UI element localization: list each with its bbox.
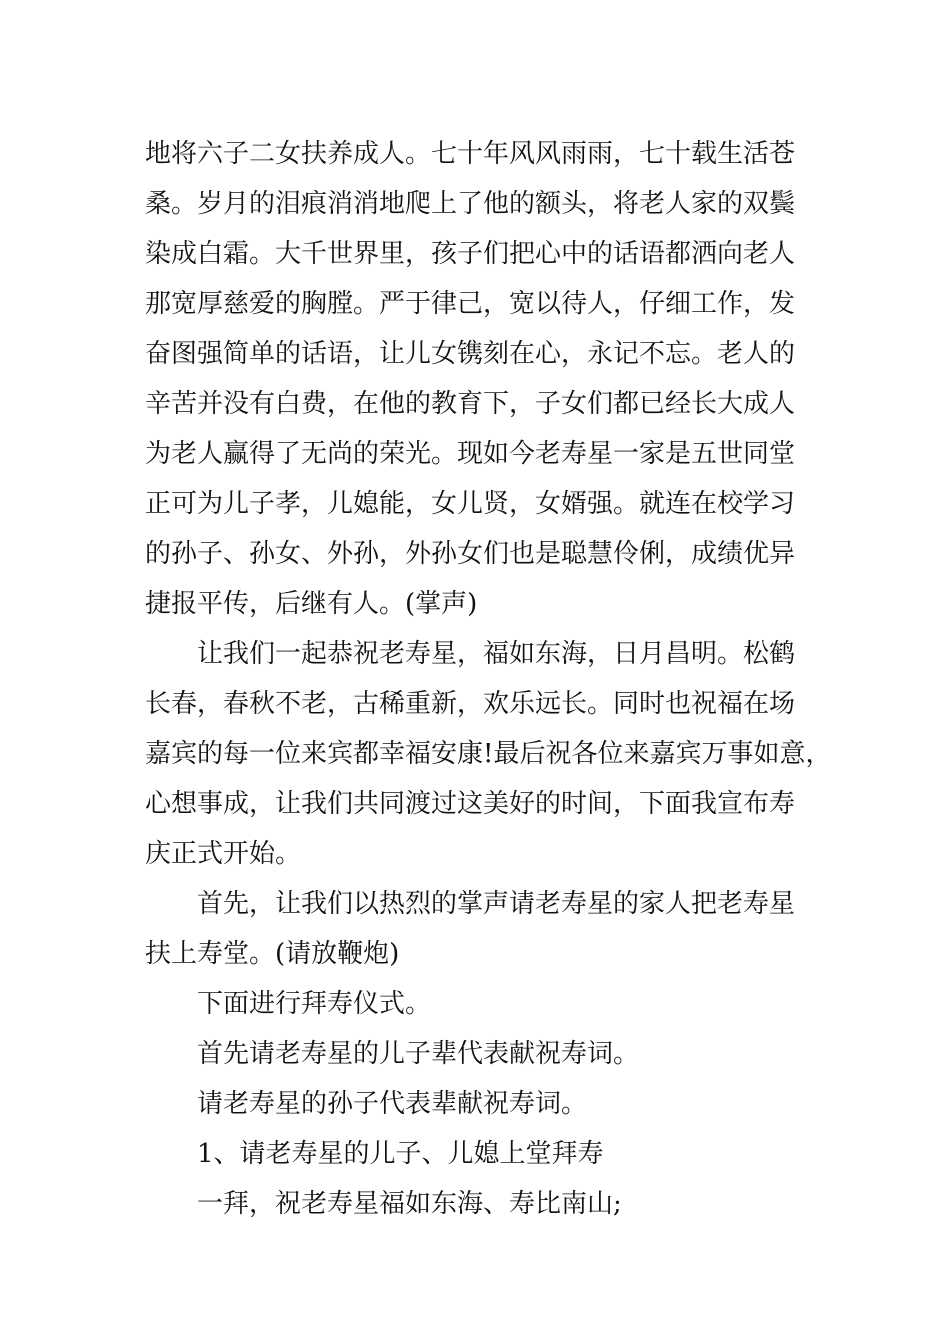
text-line: 庆正式开始。 bbox=[145, 839, 302, 869]
text-line: 为老人赢得了无尚的荣光。现如今老寿星一家是五世同堂 bbox=[145, 439, 796, 469]
text-line: 请老寿星的孙子代表辈献祝寿词。 bbox=[197, 1089, 588, 1119]
paragraph-6 bbox=[145, 1079, 807, 1129]
text-line: 长春，春秋不老，古稀重新，欢乐远长。同时也祝福在场 bbox=[145, 689, 796, 719]
document-page bbox=[145, 129, 832, 1229]
text-line: 嘉宾的每一位来宾都幸福安康!最后祝各位来嘉宾万事如意， bbox=[145, 739, 832, 769]
text-line: 辛苦并没有白费，在他的教育下，子女们都已经长大成人 bbox=[145, 389, 796, 419]
text-line: 扶上寿堂。(请放鞭炮) bbox=[145, 939, 400, 969]
text-line: 正可为儿子孝，儿媳能，女儿贤，女婿强。就连在校学习 bbox=[145, 489, 796, 519]
text-line: 那宽厚慈爱的胸膛。严于律己，宽以待人，仔细工作，发 bbox=[145, 289, 796, 319]
text-line: 让我们一起恭祝老寿星，福如东海，日月昌明。松鹤 bbox=[197, 639, 796, 669]
text-line: 捷报平传，后继有人。(掌声) bbox=[145, 589, 478, 619]
text-line: 首先请老寿星的儿子辈代表献祝寿词。 bbox=[197, 1039, 640, 1069]
paragraph-7 bbox=[145, 1129, 807, 1179]
paragraph-2 bbox=[145, 629, 832, 879]
text-line: 染成白霜。大千世界里，孩子们把心中的话语都洒向老人 bbox=[145, 239, 796, 269]
text-line: 桑。岁月的泪痕消消地爬上了他的额头，将老人家的双鬓 bbox=[145, 189, 796, 219]
text-line: 心想事成，让我们共同渡过这美好的时间，下面我宣布寿 bbox=[145, 789, 796, 819]
paragraph-3 bbox=[145, 879, 807, 979]
text-line: 奋图强简单的话语，让儿女镌刻在心，永记不忘。老人的 bbox=[145, 339, 796, 369]
text-line: 首先，让我们以热烈的掌声请老寿星的家人把老寿星 bbox=[197, 889, 796, 919]
text-line: 一拜，祝老寿星福如东海、寿比南山; bbox=[197, 1189, 622, 1219]
text-line: 1、请老寿星的儿子、儿媳上堂拜寿 bbox=[197, 1139, 604, 1169]
text-line: 下面进行拜寿仪式。 bbox=[197, 989, 432, 1019]
text-line: 地将六子二女扶养成人。七十年风风雨雨，七十载生活苍 bbox=[145, 139, 796, 169]
paragraph-1 bbox=[145, 129, 807, 629]
paragraph-8 bbox=[145, 1179, 807, 1229]
text-line: 的孙子、孙女、外孙，外孙女们也是聪慧伶俐，成绩优异 bbox=[145, 539, 796, 569]
paragraph-4 bbox=[145, 979, 807, 1029]
paragraph-5 bbox=[145, 1029, 807, 1079]
